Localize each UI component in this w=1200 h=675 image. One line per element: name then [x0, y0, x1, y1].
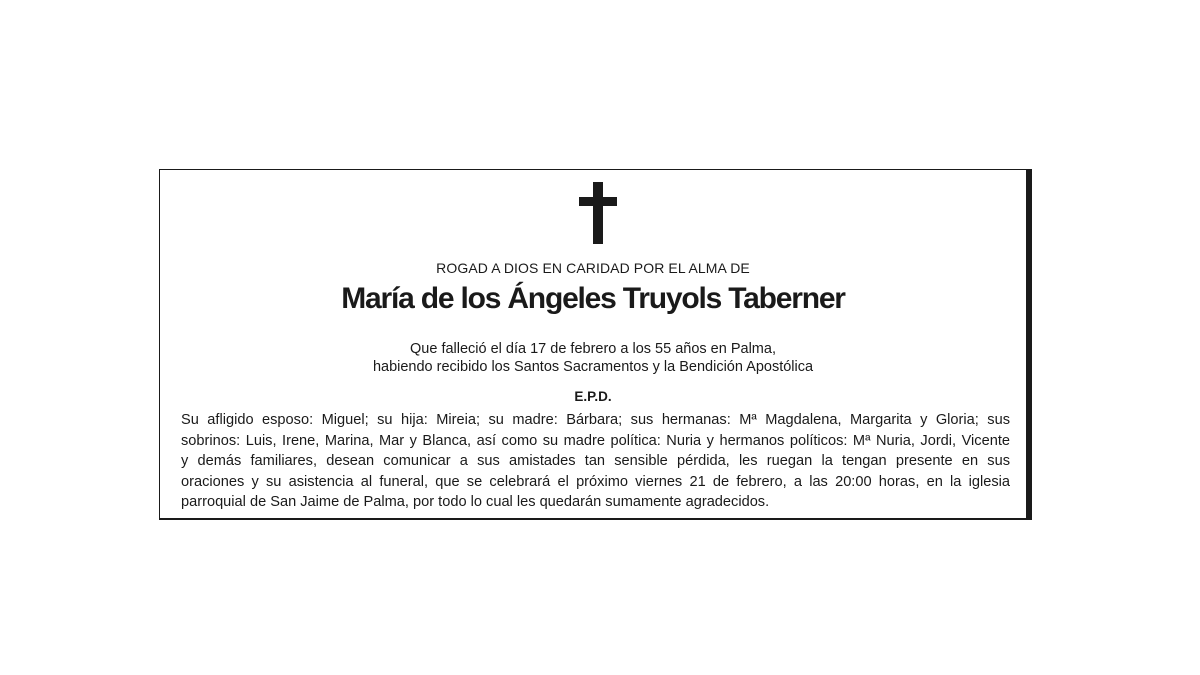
- death-details-line: Que falleció el día 17 de febrero a los 55 años en Palma,: [410, 341, 776, 357]
- epd-label: E.P.D.: [574, 389, 612, 404]
- announcement-line: sobrinos: Luis, Irene, Marina, Mar y Blanca, así como su madre política: Nuria y hermanos políticos: Mª Nuria, Jordi, Vicente: [181, 432, 1010, 449]
- cross-icon: [579, 182, 617, 244]
- deceased-name: María de los Ángeles Truyols Taberner: [341, 282, 845, 315]
- announcement-line: parroquial de San Jaime de Palma, por todo lo cual les quedarán sumamente agradecidos.: [181, 494, 770, 510]
- death-details: [160, 340, 1026, 376]
- lead-text: ROGAD A DIOS EN CARIDAD POR EL ALMA DE: [436, 260, 750, 276]
- death-details-line: habiendo recibido los Santos Sacramentos y la Bendición Apostólica: [372, 359, 814, 375]
- obituary-notice: [159, 169, 1032, 520]
- cross-vertical-bar: [593, 182, 603, 244]
- cross-horizontal-bar: [579, 197, 617, 206]
- family-announcement: [181, 410, 1010, 513]
- announcement-line: y demás familiares, desean comunicar a sus amistades tan sensible pérdida, les ruegan la tengan presente en sus: [181, 453, 1010, 469]
- announcement-line: oraciones y su asistencia al funeral, que se celebrará el próximo viernes 21 de febrero, a las 20:00 horas, en la iglesia: [181, 473, 1010, 490]
- announcement-line: Su afligido esposo: Miguel; su hija: Mireia; su madre: Bárbara; sus hermanas: Mª Magdalena, Margarita y Gloria; sus: [181, 412, 1010, 428]
